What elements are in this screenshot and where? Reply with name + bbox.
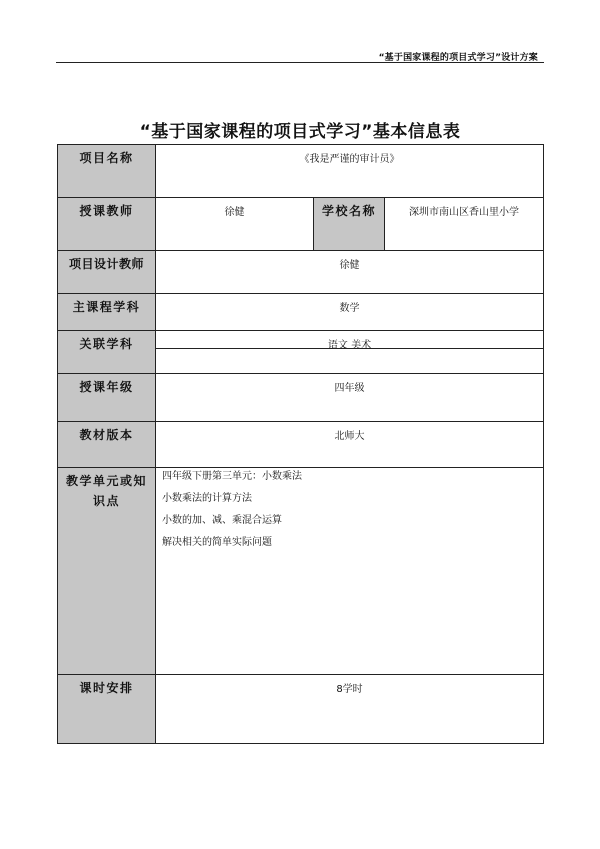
row-grade — [58, 374, 543, 422]
header-rule — [56, 62, 544, 63]
label-unit — [58, 468, 156, 674]
value-related: 语文 美术 — [327, 340, 372, 351]
row-designer — [58, 251, 543, 294]
row-hours — [58, 675, 543, 743]
label-unit-line2: 识点 — [92, 494, 120, 508]
label-textbook: 教材版本 — [58, 422, 156, 467]
list-item: 解决相关的简单实际问题 — [162, 537, 272, 548]
value-textbook: 北师大 — [334, 431, 365, 442]
value-designer: 徐健 — [339, 260, 360, 271]
label-school: 学校名称 — [313, 198, 385, 250]
label-related: 关联学科 — [58, 331, 156, 373]
label-hours: 课时安排 — [58, 675, 156, 743]
info-table — [57, 144, 544, 744]
row-project-name — [58, 145, 543, 198]
value-project-name: 《我是严谨的审计员》 — [299, 154, 400, 165]
running-header: “基于国家课程的项目式学习”设计方案 — [378, 53, 538, 63]
label-main-subject: 主课程学科 — [58, 294, 156, 330]
label-unit-line1: 教学单元或知 — [65, 474, 147, 488]
row-main-subject — [58, 294, 543, 331]
label-designer: 项目设计教师 — [58, 251, 156, 293]
row-related — [58, 331, 543, 374]
label-grade: 授课年级 — [58, 374, 156, 421]
value-unit-list — [156, 468, 543, 674]
value-school: 深圳市南山区香山里小学 — [409, 207, 519, 218]
row-inner-rule — [156, 348, 543, 349]
value-main-subject: 数学 — [339, 303, 360, 314]
row-textbook — [58, 422, 543, 468]
label-project-name: 项目名称 — [58, 145, 156, 197]
value-teacher: 徐健 — [224, 207, 245, 218]
value-grade: 四年级 — [334, 383, 365, 394]
row-unit — [58, 468, 543, 675]
list-item: 四年级下册第三单元：小数乘法 — [162, 471, 302, 482]
list-item: 小数的加、减、乘混合运算 — [162, 515, 282, 526]
list-item: 小数乘法的计算方法 — [162, 493, 252, 504]
row-teacher — [58, 198, 543, 251]
value-hours: 8学时 — [336, 684, 363, 695]
page-title: “基于国家课程的项目式学习”基本信息表 — [139, 122, 461, 142]
label-teacher: 授课教师 — [58, 198, 156, 250]
